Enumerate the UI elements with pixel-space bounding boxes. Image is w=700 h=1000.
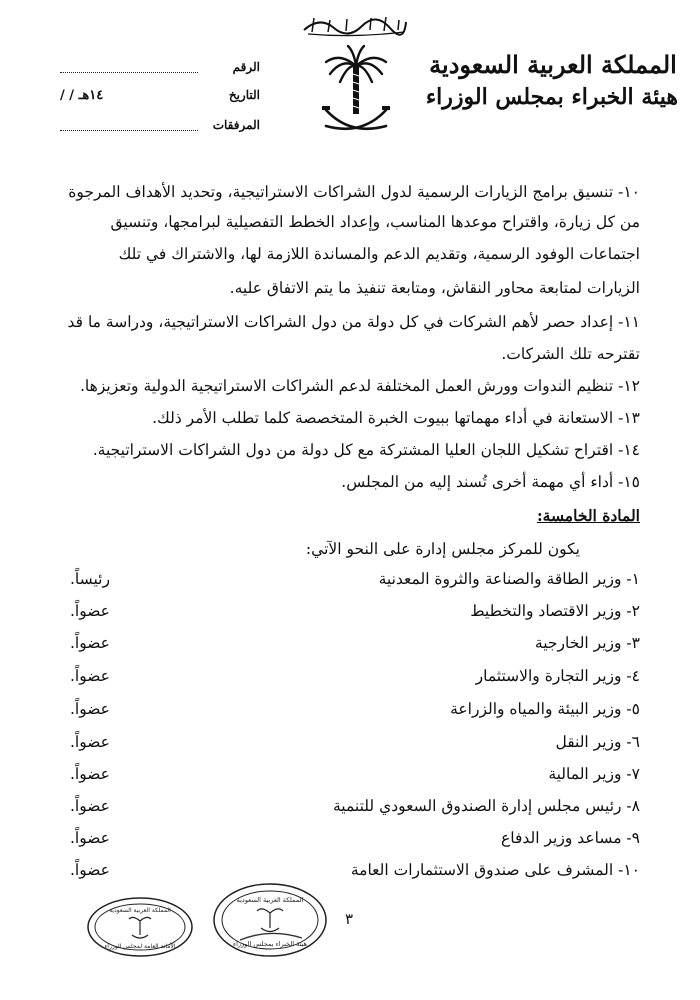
palm-swords-emblem-icon [320,44,392,144]
official-stamp-experts [210,880,330,964]
member-name: ٩- مساعد وزير الدفاع [501,829,640,847]
item-14: ١٤- اقتراح تشكيل اللجان العليا المشتركة مع كل دولة من دول الشراكات الاستراتيجية. [92,441,640,459]
member-role: عضواً. [70,602,110,620]
stamp-top-text: المملكة العربية السعودية [236,896,304,904]
basmala [300,12,410,38]
basmala-calligraphy [300,12,410,38]
article-title: المادة الخامسة: [536,506,640,525]
member-role: عضواً. [70,667,110,685]
member-name: ٥- وزير البيئة والمياه والزراعة [450,700,640,718]
list-item [70,797,640,819]
member-role: عضواً. [70,733,110,751]
reference-dotted-line [60,72,198,73]
attachments-label: المرفقات [212,118,260,132]
item-15: ١٥- أداء أي مهمة أخرى تُسند إليه من المجلس. [341,473,640,491]
member-name: ٤- وزير التجارة والاستثمار [475,667,640,685]
attachments-field [60,116,260,138]
list-item [70,700,640,722]
list-item [70,634,640,656]
item-13: ١٣- الاستعانة في أداء مهماتها ببيوت الخبرة المتخصصة كلما تطلب الأمر ذلك. [152,409,640,427]
reference-label: الرقم [232,60,260,74]
member-name: ٢- وزير الاقتصاد والتخطيط [470,602,640,620]
member-role: عضواً. [70,700,110,718]
member-role: عضواً. [70,861,110,879]
item-10-line-4: الزيارات لمتابعة محاور النقاش، ومتابعة تنفيذ ما يتم الاتفاق عليه. [229,279,640,297]
list-item [70,765,640,787]
agency-name: هيئة الخبراء بمجلس الوزراء [425,84,678,110]
stamp-top-text: المملكة العربية السعودية [109,907,171,914]
member-role: عضواً. [70,829,110,847]
list-item [70,733,640,755]
letterhead [0,0,700,150]
member-name: ٧- وزير المالية [548,765,640,783]
list-item [70,861,640,883]
list-item [70,667,640,689]
member-name: ١٠- المشرف على صندوق الاستثمارات العامة [350,861,640,879]
member-name: ١- وزير الطاقة والصناعة والثروة المعدنية [378,570,640,588]
member-role: رئيساً. [70,570,110,588]
item-11-line-2: تقترحه تلك الشركات. [501,345,640,363]
date-field [60,86,260,108]
item-11-line-1: ١١- إعداد حصر لأهم الشركات في كل دولة من دول الشراكات الاستراتيجية، ودراسة ما قد [67,313,640,331]
item-10-line-2: من كل زيارة، واقتراح موعدها المناسب، وإعداد الخطط التفصيلية لبرامجها، وتنسيق [110,213,640,231]
member-role: عضواً. [70,765,110,783]
date-label: التاريخ [228,88,260,102]
article-intro: يكون للمركز مجلس إدارة على النحو الآتي: [305,540,580,558]
member-role: عضواً. [70,634,110,652]
list-item [70,602,640,624]
item-12: ١٢- تنظيم الندوات وورش العمل المختلفة لدعم الشراكات الاستراتيجية الدولية وتعزيزها. [80,377,640,395]
member-name: ٦- وزير النقل [555,733,640,751]
member-name: ٨- رئيس مجلس إدارة الصندوق السعودي للتنمية [332,797,640,815]
page-number: ٣ [345,910,354,928]
kingdom-name: المملكة العربية السعودية [429,50,677,79]
official-stamp-secretariat [85,895,195,963]
item-10-line-3: اجتماعات الوفود الرسمية، وتقديم الدعم والمساندة اللازمة لها، والاشتراك في تلك [118,245,640,263]
stamp-bottom-text: هيئة الخبراء بمجلس الوزراء [233,940,307,948]
reference-field [60,58,260,80]
item-10-line-1: ١٠- تنسيق برامج الزيارات الرسمية لدول الشراكات الاستراتيجية، وتحديد الأهداف المرجوة [68,183,640,201]
attachments-dotted-line [60,130,198,131]
member-name: ٣- وزير الخارجية [534,634,640,652]
list-item [70,570,640,592]
list-item [70,829,640,851]
stamp-bottom-text: الأمانة العامة لمجلس الوزراء [104,943,176,950]
member-role: عضواً. [70,797,110,815]
date-value: / / ١٤هـ [60,88,104,103]
